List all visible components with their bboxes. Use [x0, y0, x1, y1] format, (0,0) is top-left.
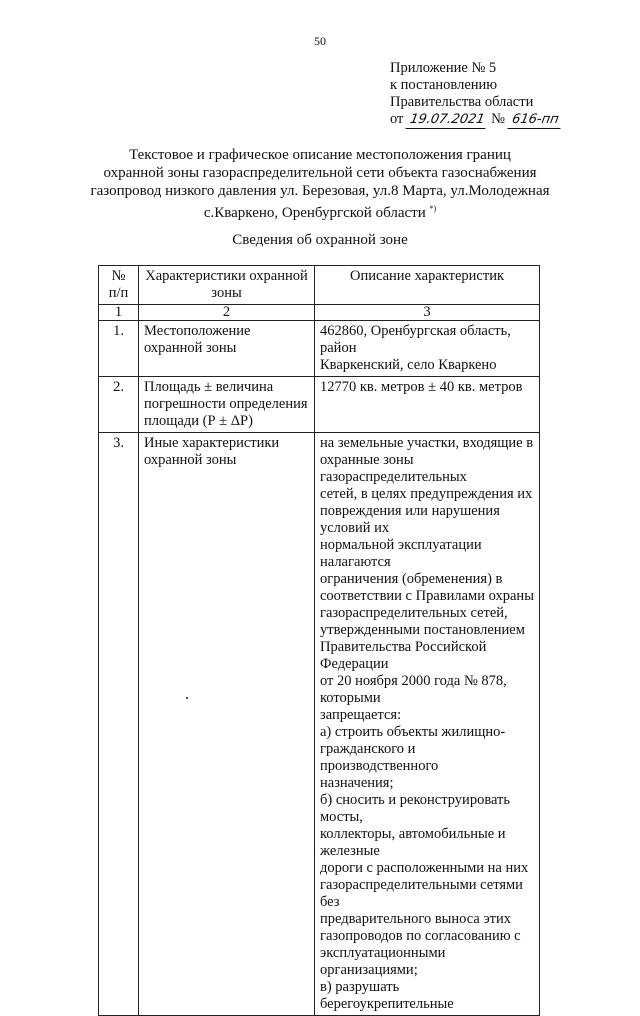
- appendix-line3: Правительства области: [390, 94, 534, 110]
- document-title: [60, 146, 580, 222]
- row-characteristic: Иные характеристики охранной зоны: [139, 433, 315, 1016]
- title-line3: газопровод низкого давления ул. Березовая, ул.8 Марта, ул.Молодежная: [90, 183, 550, 199]
- row-number: 1.: [99, 321, 139, 377]
- description-line: запрещается:: [320, 707, 402, 723]
- header-characteristics: Характеристики охранной зоны: [139, 266, 315, 305]
- title-line2: охранной зоны газораспределительной сети объекта газоснабжения: [103, 165, 537, 181]
- scan-speck: [186, 697, 188, 699]
- table-row: [99, 433, 540, 1016]
- column-number-row: [99, 305, 540, 321]
- description-line: нормальной эксплуатации налагаются: [320, 537, 482, 570]
- description-line: газораспределительных сетей,: [320, 605, 508, 621]
- row-characteristic: Площадь ± величина погрешности определения площади (Р ± ΔР): [139, 377, 315, 433]
- column-number-1: 1: [99, 305, 139, 321]
- description-line: повреждения или нарушения условий их: [320, 503, 500, 536]
- appendix-block: [390, 60, 561, 129]
- table-row: [99, 377, 540, 433]
- header-description: Описание характеристик: [315, 266, 540, 305]
- description-line: газораспределительными сетями без: [320, 877, 523, 910]
- appendix-date-line: [390, 111, 561, 129]
- description-line: от 20 ноября 2000 года № 878, которыми: [320, 673, 507, 706]
- column-number-3: 3: [315, 305, 540, 321]
- description-line: соответствии с Правилами охраны: [320, 588, 534, 604]
- section-subtitle: Сведения об охранной зоне: [232, 232, 408, 248]
- protection-zone-table: [98, 265, 540, 1016]
- column-number-2: 2: [139, 305, 315, 321]
- description-line: сетей, в целях предупреждения их: [320, 486, 533, 502]
- description-line: на земельные участки, входящие в: [320, 435, 534, 451]
- description-line: эксплуатационными организациями;: [320, 945, 446, 978]
- row-description: [315, 377, 540, 433]
- table-header-row: [99, 266, 540, 305]
- handwritten-number: 616-пп: [507, 111, 563, 129]
- description-line: а) строить объекты жилищно-: [320, 724, 506, 740]
- row-characteristic: Местоположение охранной зоны: [139, 321, 315, 377]
- description-line: Кваркенский, село Кваркено: [320, 357, 497, 373]
- description-line: 462860, Оренбургская область, район: [320, 323, 511, 356]
- number-label: №: [491, 111, 505, 127]
- description-line: в) разрушать берегоукрепительные: [320, 979, 454, 1012]
- table-row: [99, 321, 540, 377]
- page-number: 50: [314, 34, 326, 48]
- description-line: Правительства Российской Федерации: [320, 639, 487, 672]
- description-line: назначения;: [320, 775, 394, 791]
- title-line4-wrap: [60, 200, 580, 222]
- footnote-mark: *): [429, 204, 437, 213]
- header-number: № п/п: [99, 266, 139, 305]
- from-label: от: [390, 111, 404, 127]
- row-number: 3.: [99, 433, 139, 1016]
- description-line: дороги с расположенными на них: [320, 860, 529, 876]
- title-line1: Текстовое и графическое описание местоположения границ: [129, 147, 511, 163]
- description-line: предварительного выноса этих: [320, 911, 512, 927]
- row-description: [315, 433, 540, 1016]
- description-line: б) сносить и реконструировать мосты,: [320, 792, 510, 825]
- row-description: [315, 321, 540, 377]
- description-line: 12770 кв. метров ± 40 кв. метров: [320, 379, 523, 395]
- description-line: коллекторы, автомобильные и железные: [320, 826, 506, 859]
- description-line: утвержденными постановлением: [320, 622, 525, 638]
- title-line4: с.Кваркено, Оренбургской области: [203, 205, 426, 221]
- description-line: гражданского и производственного: [320, 741, 439, 774]
- appendix-line2: к постановлению: [390, 77, 498, 93]
- description-line: охранные зоны газораспределительных: [320, 452, 467, 485]
- row-number: 2.: [99, 377, 139, 433]
- appendix-line1: Приложение № 5: [390, 60, 497, 76]
- description-line: ограничения (обременения) в: [320, 571, 503, 587]
- description-line: газопроводов по согласованию с: [320, 928, 521, 944]
- handwritten-date: 19.07.2021: [405, 111, 489, 129]
